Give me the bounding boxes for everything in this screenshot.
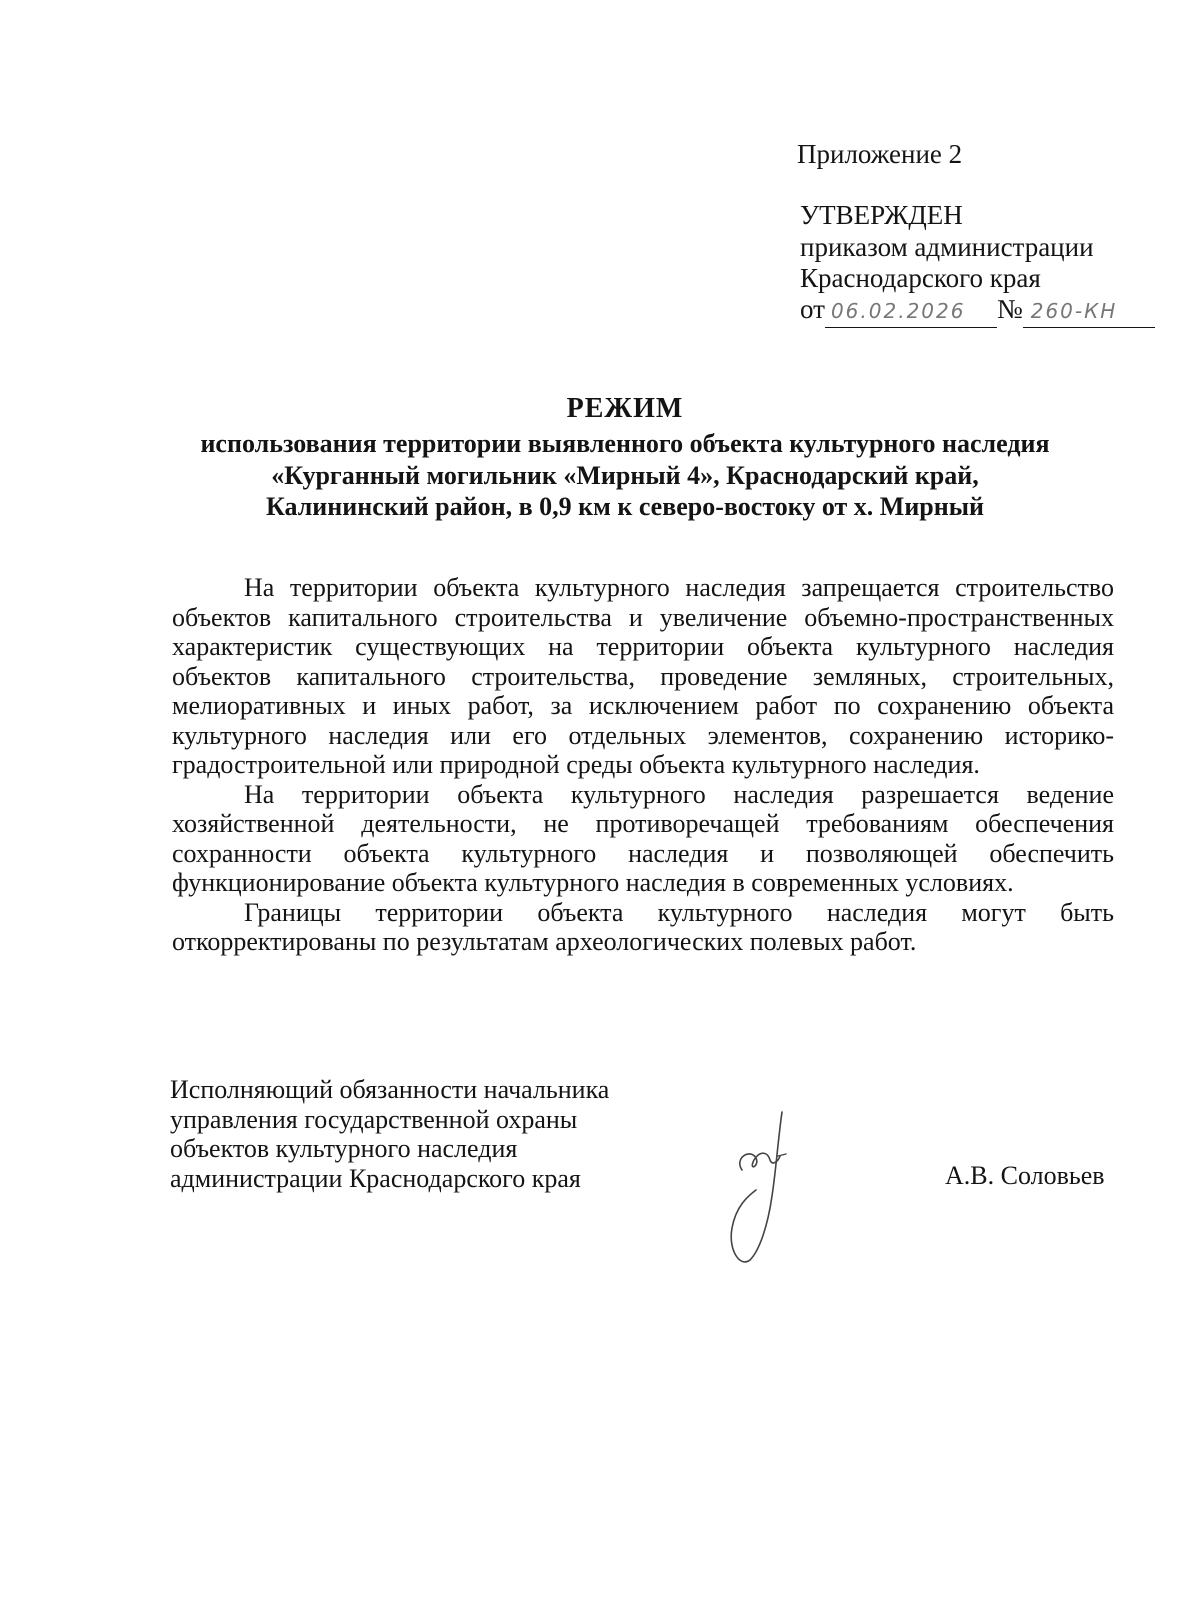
approval-block: [800, 198, 1155, 328]
document-body: [172, 573, 1114, 957]
signer-line-1: Исполняющий обязанности начальника: [170, 1075, 610, 1104]
appendix-label: Приложение 2: [797, 139, 963, 169]
title-main: РЕЖИМ: [566, 393, 684, 424]
signer-line-3: объектов культурного наследия: [170, 1134, 518, 1163]
signer-position: [170, 1075, 609, 1193]
approval-number-handwritten: 260-КН: [1023, 296, 1155, 328]
document-title: [150, 390, 1100, 523]
date-prefix: от: [800, 294, 825, 324]
title-line-3: Калининский район, в 0,9 км к северо-востоку от х. Мирный: [265, 492, 985, 521]
title-line-1: использования территории выявленного объекта культурного наследия: [200, 429, 1050, 458]
signer-name: А.В. Соловьев: [945, 1161, 1105, 1190]
approved-line-2: Краснодарского края: [800, 263, 1041, 293]
signer-line-2: управления государственной охраны: [170, 1104, 578, 1134]
body-paragraph-1: На территории объекта культурного наследия запрещается строительство объектов капитального строительства и увеличение объемно-пространственных характеристик существующих на территории объекта культурного наследия объектов капитального строительства, проведение земляных, строительных, мелиоративных и иных работ, за исключением работ по сохранению объекта культурного наследия или его отдельных элементов, сохранению историко-градостроительной или природной среды объекта культурного наследия.: [172, 573, 1114, 779]
approval-date-line: [800, 294, 1155, 328]
body-paragraph-2: На территории объекта культурного наследия разрешается ведение хозяйственной деятельности, не противоречащей требованиям обеспечения сохранности объекта культурного наследия и позволяющей обеспечить функционирование объекта культурного наследия в современных условиях.: [172, 779, 1114, 897]
title-line-2: «Курганный могильник «Мирный 4», Краснодарский край,: [271, 460, 979, 490]
body-paragraph-3: Границы территории объекта культурного наследия могут быть откорректированы по результатам археологических полевых работ.: [172, 897, 1114, 956]
signer-line-4: администрации Краснодарского края: [170, 1163, 581, 1193]
number-prefix: №: [996, 294, 1023, 324]
approval-date-handwritten: 06.02.2026: [825, 296, 997, 328]
approved-title: УТВЕРЖДЕН: [800, 200, 963, 230]
approved-line-1: приказом администрации: [800, 232, 1094, 262]
handwritten-signature: [720, 1100, 830, 1270]
